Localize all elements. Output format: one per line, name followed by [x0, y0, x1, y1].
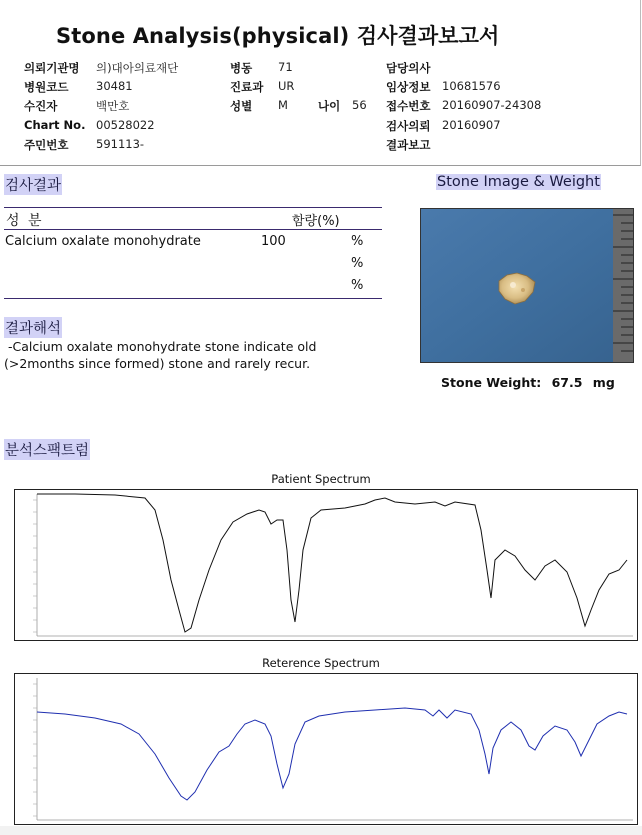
interpretation-line-1: -Calcium oxalate monohydrate stone indicate old: [8, 339, 317, 354]
patient-spectrum-plot: [15, 490, 637, 640]
stone-weight: [441, 375, 615, 390]
stone-weight-unit: mg: [592, 375, 615, 390]
result-component: Calcium oxalate monohydrate: [5, 234, 201, 249]
value-requester: 의)대아의료재단: [96, 61, 179, 75]
value-test-request: 20160907: [442, 118, 501, 132]
value-age: 56: [352, 98, 367, 112]
stone-photo-graphic: [421, 209, 633, 362]
value-hospital-code: 30481: [96, 79, 133, 93]
page-bottom-bar: [0, 826, 642, 835]
interpretation-section-title: 결과해석: [4, 317, 62, 338]
label-ward: 병동: [230, 61, 253, 75]
label-patient: 수진자: [24, 99, 58, 113]
value-ward: 71: [278, 60, 293, 74]
stone-weight-label: Stone Weight:: [441, 375, 542, 390]
spectrum-section-title: 분석스팩트럼: [4, 439, 90, 460]
results-bottom-rule: [4, 298, 382, 299]
value-patient: 백만호: [96, 99, 130, 113]
reference-spectrum-title: Reterence Spectrum: [262, 656, 380, 670]
label-requester: 의뢰기관명: [24, 61, 80, 75]
label-chart-no: Chart No.: [24, 118, 86, 132]
results-section-title: 검사결과: [4, 174, 62, 195]
value-resident-no: 591113-: [96, 137, 145, 151]
label-sex: 성별: [230, 99, 253, 113]
label-age: 나이: [318, 99, 341, 113]
stone-weight-value: 67.5: [551, 375, 583, 390]
label-result-report: 결과보고: [386, 138, 431, 152]
result-unit: %: [351, 256, 364, 271]
reference-spectrum-panel: [14, 673, 638, 825]
stone-photo: [420, 208, 634, 363]
value-receipt-no: 20160907-24308: [442, 98, 542, 112]
result-unit: %: [351, 234, 364, 249]
label-clinical-info: 임상정보: [386, 80, 431, 94]
reference-spectrum-curve: [37, 708, 627, 800]
label-receipt-no: 접수번호: [386, 99, 431, 113]
value-chart-no: 00528022: [96, 118, 155, 132]
label-doctor: 담당의사: [386, 61, 431, 75]
amount-header: 함량(%): [292, 214, 340, 229]
reference-spectrum-plot: [15, 674, 637, 824]
results-top-rule: [4, 207, 382, 208]
label-hospital-code: 병원코드: [24, 80, 69, 94]
results-header-rule: [4, 229, 382, 230]
patient-spectrum-curve: [37, 494, 627, 632]
report-title: Stone Analysis(physical) 검사결과보고서: [56, 24, 500, 48]
patient-spectrum-panel: [14, 489, 638, 641]
value-sex: M: [278, 98, 288, 112]
value-department: UR: [278, 79, 295, 93]
result-amount: 100: [261, 234, 286, 249]
interpretation-line-2: (>2months since formed) stone and rarely recur.: [4, 356, 311, 371]
result-unit: %: [351, 278, 364, 293]
label-department: 진료과: [230, 80, 264, 94]
label-resident-no: 주민번호: [24, 138, 69, 152]
patient-spectrum-title: Patient Spectrum: [271, 472, 371, 486]
stone-section-title: Stone Image & Weight: [437, 174, 600, 190]
component-header: 성 분: [6, 213, 44, 229]
value-clinical-info: 10681576: [442, 79, 501, 93]
label-test-request: 검사의뢰: [386, 119, 431, 133]
